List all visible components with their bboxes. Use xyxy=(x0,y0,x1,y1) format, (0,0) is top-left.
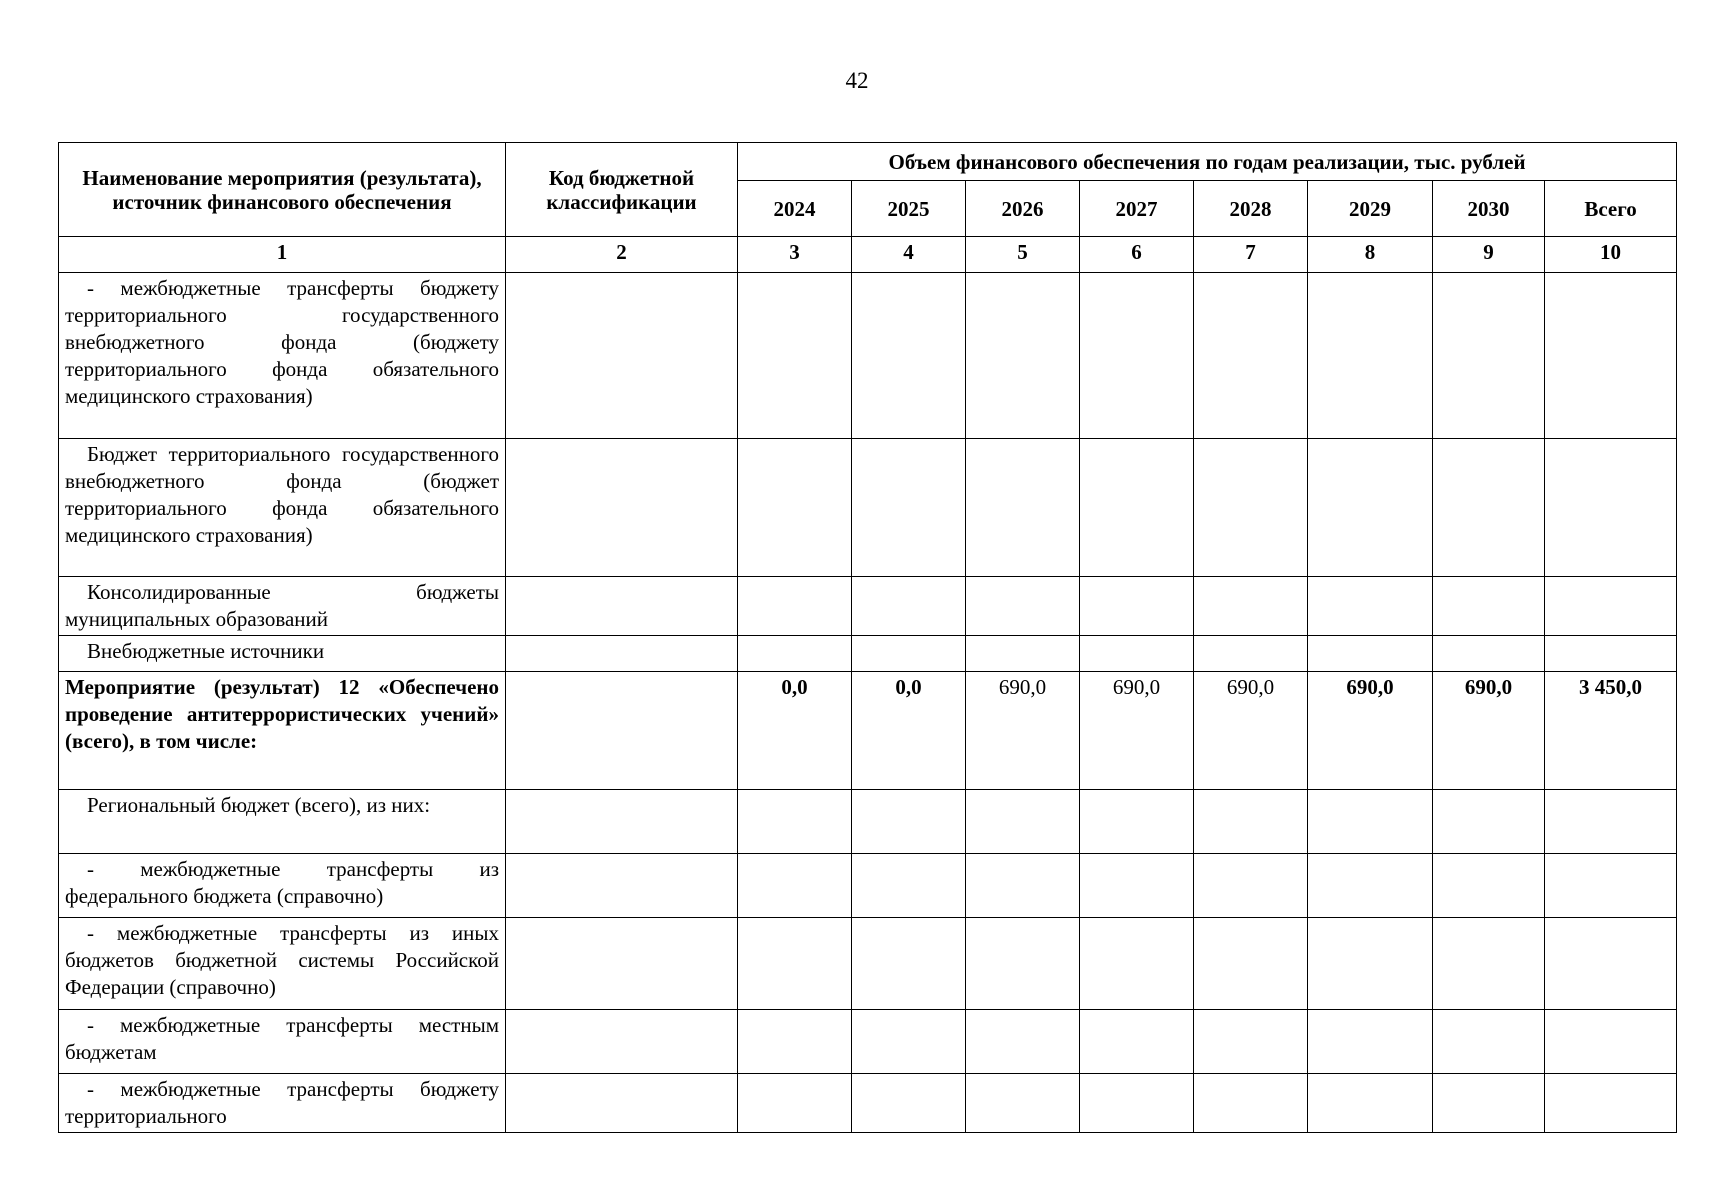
row-name-text: Внебюджетные источники xyxy=(87,639,325,663)
value-cell xyxy=(966,790,1080,854)
value-cell xyxy=(1433,1074,1545,1133)
col-number: 2 xyxy=(506,237,738,273)
row-code xyxy=(506,273,738,439)
value-cell xyxy=(1308,577,1433,636)
value-cell xyxy=(1433,918,1545,1010)
value-cell xyxy=(738,854,852,918)
header-code-column: Код бюджетной классификации xyxy=(506,143,738,237)
col-number: 7 xyxy=(1194,237,1308,273)
row-name: Мероприятие (результат) 12 «Обеспечено проведение антитеррористических учений» (всего), в том числе: xyxy=(59,672,506,790)
col-number: 9 xyxy=(1433,237,1545,273)
row-name xyxy=(59,1074,506,1133)
header-year-2027: 2027 xyxy=(1080,181,1194,237)
row-name-text: Консолидированные бюджеты муниципальных образований xyxy=(65,580,499,631)
value-cell xyxy=(738,918,852,1010)
row-code xyxy=(506,672,738,790)
table-row xyxy=(59,1010,1677,1074)
value-cell xyxy=(1080,577,1194,636)
row-name xyxy=(59,273,506,439)
row-name-text: - межбюджетные трансферты бюджету территориального xyxy=(65,1077,499,1128)
value-cell xyxy=(1545,636,1677,672)
row-name-text: - межбюджетные трансферты бюджету территориального государственного внебюджетного фонда (бюджету территориального фонда обязательного медицинского страхования) xyxy=(65,276,499,408)
row-code xyxy=(506,918,738,1010)
value-cell: 690,0 xyxy=(1308,672,1433,790)
row-name xyxy=(59,790,506,854)
value-cell xyxy=(966,577,1080,636)
value-cell xyxy=(738,1010,852,1074)
value-cell: 690,0 xyxy=(1080,672,1194,790)
value-cell xyxy=(1194,1074,1308,1133)
value-cell xyxy=(852,636,966,672)
table-row xyxy=(59,854,1677,918)
value-cell xyxy=(1194,918,1308,1010)
value-cell xyxy=(852,577,966,636)
value-cell xyxy=(1080,1010,1194,1074)
row-name-text: Бюджет территориального государственного внебюджетного фонда (бюджет территориального фонда обязательного медицинского страхования) xyxy=(65,442,499,547)
value-cell: 0,0 xyxy=(738,672,852,790)
value-cell xyxy=(738,273,852,439)
value-cell xyxy=(966,636,1080,672)
value-cell xyxy=(1545,1074,1677,1133)
page-number: 42 xyxy=(845,68,869,93)
value-cell xyxy=(1433,636,1545,672)
value-cell xyxy=(966,273,1080,439)
value-cell xyxy=(1194,790,1308,854)
table-row xyxy=(59,577,1677,636)
value-cell xyxy=(1545,918,1677,1010)
value-cell xyxy=(1433,790,1545,854)
value-cell xyxy=(1433,577,1545,636)
value-cell xyxy=(1308,636,1433,672)
value-cell xyxy=(1080,273,1194,439)
value-cell xyxy=(1308,439,1433,577)
value-cell: 0,0 xyxy=(852,672,966,790)
col-number: 5 xyxy=(966,237,1080,273)
value-cell xyxy=(1433,273,1545,439)
header-year-2029: 2029 xyxy=(1308,181,1433,237)
value-cell xyxy=(1194,577,1308,636)
header-year-2025: 2025 xyxy=(852,181,966,237)
row-code xyxy=(506,439,738,577)
table-row xyxy=(59,790,1677,854)
row-name xyxy=(59,439,506,577)
value-cell xyxy=(1308,273,1433,439)
value-cell xyxy=(1080,636,1194,672)
value-cell xyxy=(738,636,852,672)
value-cell xyxy=(1545,1010,1677,1074)
value-cell xyxy=(1308,918,1433,1010)
row-name xyxy=(59,1010,506,1074)
value-cell xyxy=(1545,854,1677,918)
value-cell xyxy=(1545,439,1677,577)
row-code xyxy=(506,1010,738,1074)
table-row xyxy=(59,273,1677,439)
row-name xyxy=(59,577,506,636)
value-cell xyxy=(852,854,966,918)
table-row xyxy=(59,918,1677,1010)
value-cell xyxy=(1545,577,1677,636)
table-row xyxy=(59,636,1677,672)
value-cell: 690,0 xyxy=(966,672,1080,790)
header-volume-group: Объем финансового обеспечения по годам реализации, тыс. рублей xyxy=(738,143,1677,181)
row-code xyxy=(506,790,738,854)
header-total: Всего xyxy=(1545,181,1677,237)
value-cell xyxy=(1080,790,1194,854)
row-name-text: - межбюджетные трансферты местным бюджетам xyxy=(65,1013,499,1064)
row-name xyxy=(59,918,506,1010)
header-name-column: Наименование мероприятия (результата), источник финансового обеспечения xyxy=(59,143,506,237)
value-cell xyxy=(1194,854,1308,918)
col-number: 6 xyxy=(1080,237,1194,273)
header-year-2030: 2030 xyxy=(1433,181,1545,237)
value-cell xyxy=(852,1010,966,1074)
value-cell xyxy=(1545,790,1677,854)
row-name-text: - межбюджетные трансферты из иных бюджетов бюджетной системы Российской Федерации (справочно) xyxy=(65,921,499,999)
value-cell xyxy=(1308,790,1433,854)
value-cell xyxy=(966,439,1080,577)
value-cell xyxy=(1194,1010,1308,1074)
value-cell xyxy=(966,854,1080,918)
financing-table xyxy=(58,142,1677,1133)
value-cell xyxy=(1545,273,1677,439)
col-number: 8 xyxy=(1308,237,1433,273)
table-row xyxy=(59,439,1677,577)
row-name xyxy=(59,636,506,672)
value-cell: 690,0 xyxy=(1433,672,1545,790)
value-cell xyxy=(1433,439,1545,577)
col-number: 4 xyxy=(852,237,966,273)
col-number: 10 xyxy=(1545,237,1677,273)
column-number-row xyxy=(59,237,1677,273)
value-cell xyxy=(1433,1010,1545,1074)
row-code xyxy=(506,636,738,672)
row-name-text: - межбюджетные трансферты из федерального бюджета (справочно) xyxy=(65,857,499,908)
header-year-2024: 2024 xyxy=(738,181,852,237)
value-cell xyxy=(1194,636,1308,672)
value-cell xyxy=(738,1074,852,1133)
value-cell: 690,0 xyxy=(1194,672,1308,790)
value-cell xyxy=(966,1010,1080,1074)
value-cell xyxy=(738,577,852,636)
value-cell xyxy=(1194,273,1308,439)
value-cell xyxy=(1433,854,1545,918)
row-name-text: Региональный бюджет (всего), из них: xyxy=(87,793,431,817)
row-name xyxy=(59,854,506,918)
value-cell xyxy=(852,790,966,854)
table-row xyxy=(59,672,1677,790)
col-number: 1 xyxy=(59,237,506,273)
value-cell xyxy=(852,1074,966,1133)
value-cell xyxy=(738,439,852,577)
value-cell xyxy=(1080,918,1194,1010)
value-cell xyxy=(1080,439,1194,577)
value-cell xyxy=(1080,854,1194,918)
value-cell xyxy=(966,1074,1080,1133)
header-year-2028: 2028 xyxy=(1194,181,1308,237)
value-cell xyxy=(852,439,966,577)
row-code xyxy=(506,577,738,636)
header-year-2026: 2026 xyxy=(966,181,1080,237)
row-code xyxy=(506,854,738,918)
table-row xyxy=(59,1074,1677,1133)
value-cell xyxy=(1308,1010,1433,1074)
value-cell: 3 450,0 xyxy=(1545,672,1677,790)
col-number: 3 xyxy=(738,237,852,273)
value-cell xyxy=(1308,854,1433,918)
value-cell xyxy=(738,790,852,854)
value-cell xyxy=(852,918,966,1010)
value-cell xyxy=(966,918,1080,1010)
row-code xyxy=(506,1074,738,1133)
value-cell xyxy=(1194,439,1308,577)
value-cell xyxy=(852,273,966,439)
value-cell xyxy=(1308,1074,1433,1133)
value-cell xyxy=(1080,1074,1194,1133)
